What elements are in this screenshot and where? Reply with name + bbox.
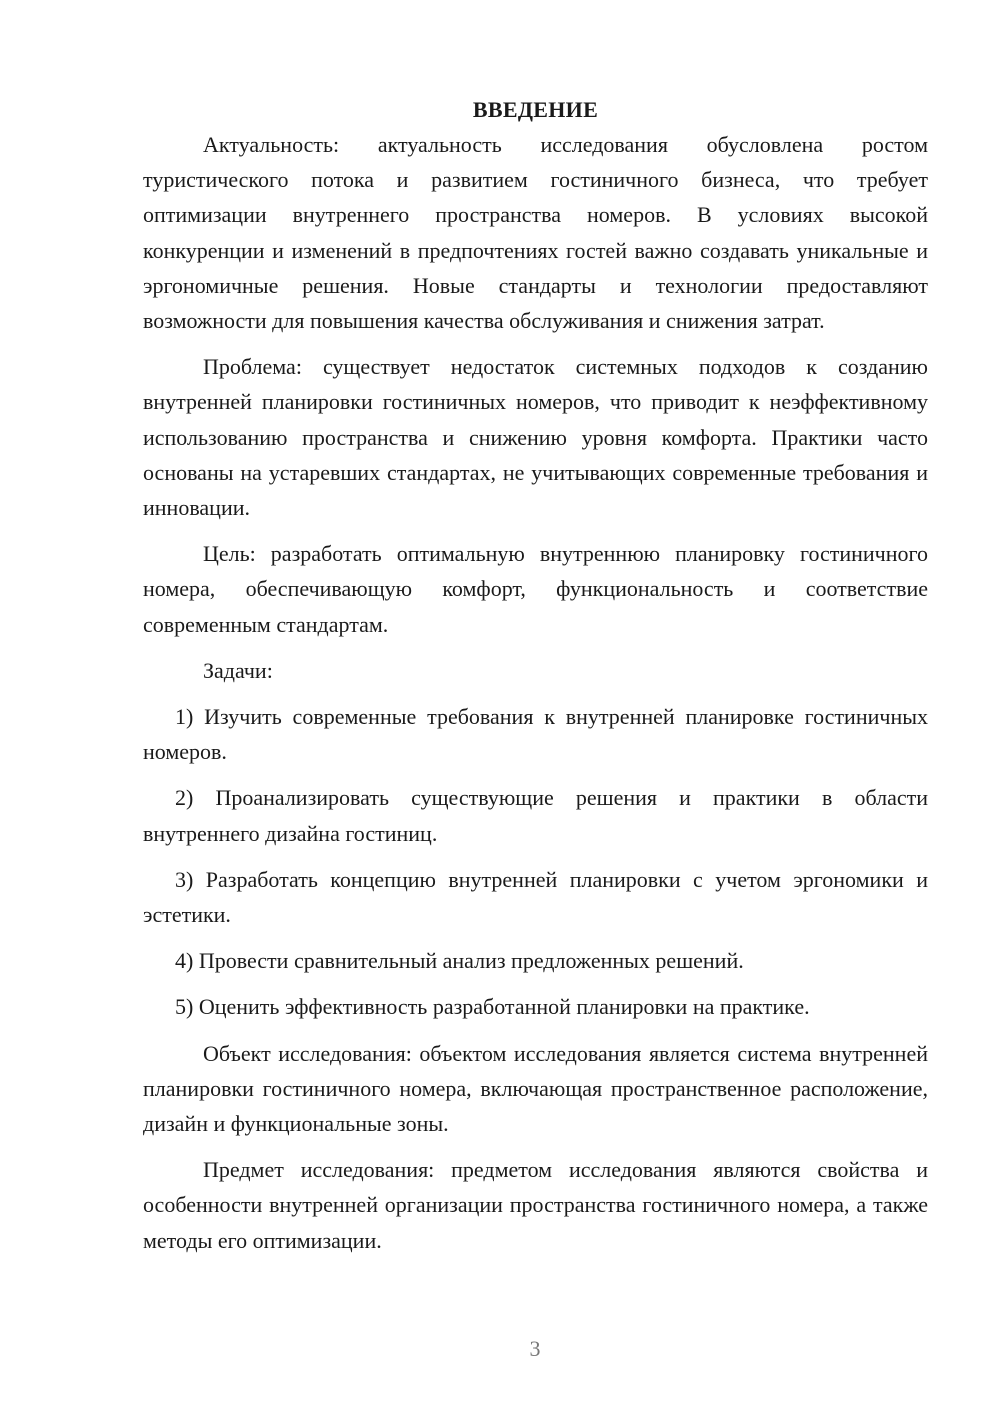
task-item-4: 4) Провести сравнительный анализ предложенных решений.	[175, 948, 744, 974]
task-item-5: 5) Оценить эффективность разработанной планировки на практике.	[175, 994, 810, 1020]
paragraph-goal: Цель: разработать оптимальную внутреннюю планировку гостиничного номера, обеспечивающую комфорт, функциональность и соответствие современным стандартам.	[143, 541, 928, 637]
paragraph-tasks-label: Задачи:	[203, 657, 273, 683]
task-item-2: 2) Проанализировать существующие решения и практики в области внутреннего дизайна гостиниц.	[143, 785, 928, 846]
paragraph-relevance: Актуальность: актуальность исследования обусловлена ростом туристического потока и развитием гостиничного бизнеса, что требует оптимизации внутреннего пространства номеров. В условиях высокой конкуренции и изменений в предпочтениях гостей важно создавать уникальные и эргономичные решения. Новые стандарты и технологии предоставляют возможности для повышения качества обслуживания и снижения затрат.	[143, 132, 928, 334]
section-heading: ВВЕДЕНИЕ	[472, 97, 599, 122]
text-column	[143, 92, 928, 1258]
paragraph-problem: Проблема: существует недостаток системных подходов к созданию внутренней планировки гостиничных номеров, что приводит к неэффективному использованию пространства и снижению уровня комфорта. Практики часто основаны на устаревших стандартах, не учитывающих современные требования и инновации.	[143, 354, 928, 521]
task-item-3: 3) Разработать концепцию внутренней планировки с учетом эргономики и эстетики.	[143, 866, 928, 928]
paragraph-subject: Предмет исследования: предметом исследования являются свойства и особенности внутренней организации пространства гостиничного номера, а также методы его оптимизации.	[143, 1157, 928, 1253]
paragraph-object: Объект исследования: объектом исследования является система внутренней планировки гостиничного номера, включающая пространственное расположение, дизайн и функциональные зоны.	[143, 1040, 928, 1137]
page-number: 3	[529, 1336, 541, 1361]
task-item-1: 1) Изучить современные требования к внутренней планировке гостиничных номеров.	[143, 704, 928, 765]
